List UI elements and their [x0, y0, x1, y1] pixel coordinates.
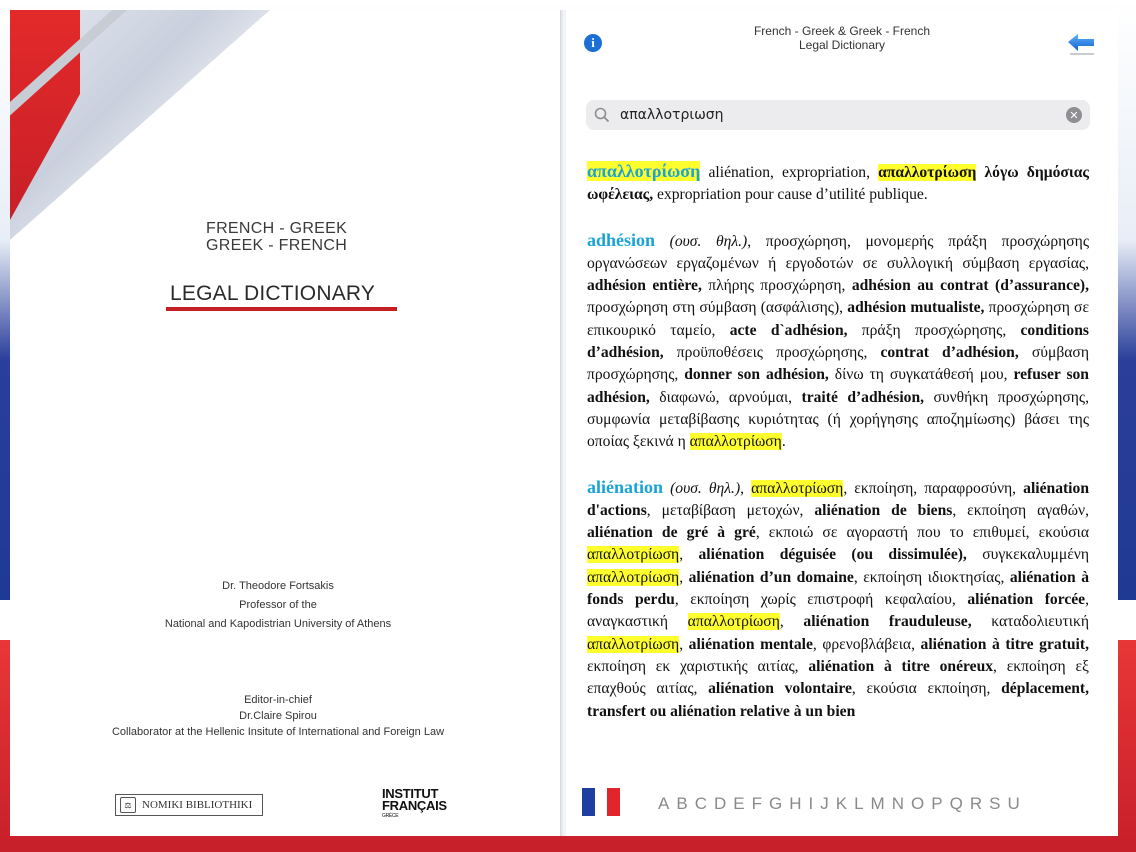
- entry-text: , εκούσια εκποίηση,: [851, 680, 1002, 698]
- entry-phrase: adhésion entière,: [587, 277, 702, 295]
- alphabet-letter-k[interactable]: K: [835, 794, 848, 813]
- title-underline: [166, 307, 397, 311]
- dictionary-entry: [587, 160, 1089, 207]
- back-arrow-icon[interactable]: [1066, 32, 1096, 56]
- entry-phrase: traité d’adhésion,: [801, 388, 925, 406]
- alphabet-letter-b[interactable]: B: [676, 794, 688, 813]
- entry-text: προσχώρηση στη σύμβαση (ασφάλισης),: [587, 299, 848, 317]
- entry-text: δίνω τη συγκατάθεσή μου,: [828, 366, 1014, 384]
- institut-logo-line-1: INSTITUT: [382, 786, 439, 801]
- alphabet-letter-a[interactable]: A: [658, 794, 670, 813]
- alphabet-letter-o[interactable]: O: [911, 794, 925, 813]
- alphabet-letter-e[interactable]: E: [733, 794, 745, 813]
- alphabet-letter-h[interactable]: H: [789, 794, 802, 813]
- entry-text: , εκποίηση ιδιοκτησίας,: [853, 568, 1010, 586]
- entry-phrase: aliénation de biens: [814, 501, 953, 519]
- entry-text: συγκεκαλυμμένη: [966, 546, 1089, 564]
- entry-text: , αναγκαστική: [587, 591, 1089, 631]
- entry-phrase: contrat d’adhésion,: [880, 344, 1019, 362]
- entry-part-of-speech: (ουσ. θηλ.): [655, 232, 748, 250]
- alphabet-letter-q[interactable]: Q: [949, 794, 963, 813]
- alphabet-letter-u[interactable]: U: [1007, 794, 1020, 813]
- entry-text: συνθήκη προσχώρησης, συμφωνία μεταβίβασης κυριότητας (ή χορήγησης αποζημίωσης) βάσει της οποίας ξεκινά η: [587, 388, 1089, 451]
- entry-text: , εκποίηση χωρίς επιστροφή κεφαλαίου,: [674, 591, 968, 609]
- search-match: απαλλοτρίωση: [587, 546, 680, 564]
- entry-phrase: refuser son adhésion,: [587, 366, 1089, 406]
- editor-role: Collaborator at the Hellenic Insitute of International and Foreign Law: [111, 726, 445, 738]
- entry-text: , εκποίηση, παραφροσύνη,: [843, 479, 1024, 497]
- left-page: [10, 10, 562, 836]
- search-match: απαλλοτρίωση: [587, 635, 680, 653]
- entry-phrase: acte d`adhésion,: [729, 321, 848, 339]
- right-page: [566, 10, 1118, 836]
- entry-phrase: aliénation à fonds perdu: [587, 568, 1089, 609]
- alphabet-letter-f[interactable]: F: [751, 794, 762, 813]
- entry-phrase: aliénation d’un domaine: [688, 568, 854, 586]
- author-role: Professor of the: [239, 599, 317, 611]
- entry-text: εκποίηση εκ χαριστικής αιτίας,: [587, 657, 809, 675]
- entry-text: expropriation pour cause d’utilité publique.: [653, 186, 928, 204]
- entry-text: ,: [779, 613, 804, 631]
- institut-logo-line-3: GRÈCE: [382, 813, 399, 819]
- entry-phrase: déplacement, transfert ou aliénation relative à un bien: [587, 680, 1089, 720]
- search-input[interactable]: [618, 106, 1066, 124]
- languages-line-2: GREEK - FRENCH: [206, 237, 348, 254]
- nomiki-logo-text: NOMIKI BIBLIOTHIKI: [142, 799, 253, 811]
- entry-text: προϋποθέσεις προσχώρησης,: [663, 344, 881, 362]
- alphabet-letter-l[interactable]: L: [854, 794, 864, 813]
- entry-text: , μεταβίβαση μετοχών,: [646, 501, 815, 519]
- dictionary-results: [587, 160, 1089, 760]
- app-header-title: [566, 24, 1118, 52]
- author-institution: National and Kapodistrian University of Athens: [164, 618, 392, 630]
- alphabet-letter-g[interactable]: G: [768, 794, 783, 813]
- entry-phrase: aliénation frauduleuse,: [803, 613, 972, 631]
- entry-text: aliénation, expropriation,: [700, 164, 879, 181]
- entry-headword[interactable]: απαλλοτρίωση: [587, 161, 701, 181]
- entry-text: , εκποίηση εξ επαχθούς αιτίας,: [587, 657, 1089, 698]
- entry-phrase: aliénation de gré à gré: [587, 524, 756, 542]
- entry-text: πλήρης προσχώρηση,: [701, 277, 852, 295]
- alphabet-letter-n[interactable]: N: [891, 794, 904, 813]
- entry-text: ,: [679, 635, 689, 653]
- alphabet-index: [658, 794, 1020, 814]
- bottom-toolbar: [566, 780, 1118, 836]
- entry-text: , εκποίηση αγαθών,: [952, 501, 1089, 519]
- search-bar[interactable]: [586, 100, 1090, 130]
- entry-text: σύμβαση προσχώρησης,: [587, 344, 1089, 384]
- entry-text: διαφωνώ, αρνούμαι,: [649, 388, 802, 406]
- nomiki-emblem-icon: ⚖: [120, 797, 136, 813]
- search-match: απαλλοτρίωση: [687, 613, 780, 631]
- entry-headword[interactable]: aliénation: [587, 476, 664, 497]
- entry-phrase: aliénation forcée: [967, 591, 1086, 609]
- alphabet-letter-m[interactable]: M: [870, 794, 885, 813]
- entry-text: .: [781, 433, 786, 451]
- entry-text: ,: [679, 568, 689, 586]
- entry-text: ,: [679, 546, 699, 564]
- book-title: LEGAL DICTIONARY: [170, 282, 376, 305]
- author-block: [10, 577, 554, 634]
- search-match: απαλλοτρίωση: [689, 433, 782, 451]
- header-line-2: Legal Dictionary: [798, 38, 886, 52]
- entry-phrase: aliénation volontaire: [708, 680, 852, 698]
- info-icon[interactable]: i: [584, 34, 602, 52]
- languages-line-1: FRENCH - GREEK: [206, 220, 348, 237]
- entry-phrase: λόγω δημόσιας ωφέλειας,: [587, 164, 1089, 204]
- entry-text: ,: [740, 479, 752, 497]
- entry-text: , φρενοβλάβεια,: [812, 635, 921, 653]
- editor-name: Dr.Claire Spirou: [239, 710, 317, 722]
- alphabet-letter-d[interactable]: D: [713, 794, 727, 813]
- languages-label: [206, 220, 347, 254]
- entry-text: καταδολιευτική: [971, 613, 1089, 631]
- editor-block: [10, 692, 554, 740]
- entry-phrase: conditions d’adhésion,: [587, 321, 1089, 362]
- entry-phrase: adhésion au contrat (d’assurance),: [851, 277, 1089, 295]
- clear-icon[interactable]: ✕: [1066, 107, 1082, 123]
- author-name: Dr. Theodore Fortsakis: [222, 580, 334, 592]
- alphabet-letter-c[interactable]: C: [694, 794, 707, 813]
- search-match: απαλλοτρίωση: [878, 164, 977, 181]
- alphabet-letter-p[interactable]: P: [931, 794, 943, 813]
- header-line-1: French - Greek & Greek - French: [753, 24, 931, 38]
- entry-text: προσχώρηση σε επικουρικό ταμείο,: [587, 299, 1089, 339]
- entry-part-of-speech: (ουσ. θηλ.): [663, 479, 741, 497]
- institut-logo-line-2: FRANÇAIS: [382, 798, 447, 813]
- search-icon: [594, 107, 610, 123]
- entry-phrase: aliénation à titre gratuit,: [920, 635, 1089, 653]
- entry-text: , προσχώρηση, μονομερής πράξη προσχώρησης οργανώσεων εργαζομένων ή εργοδοτών σε συλλογική σύμβαση εργασίας,: [587, 232, 1089, 272]
- entry-text: , εκποιώ σε αγοραστή που το επιθυμεί, εκούσια: [755, 524, 1089, 542]
- entry-phrase: aliénation mentale: [688, 635, 813, 653]
- nomiki-bibliothiki-logo: [115, 794, 263, 816]
- search-match: απαλλοτρίωση: [751, 479, 844, 497]
- entry-phrase: aliénation à titre onéreux: [808, 657, 994, 675]
- entry-phrase: adhésion mutualiste,: [847, 299, 985, 317]
- alphabet-letter-i[interactable]: I: [808, 794, 814, 813]
- institut-francais-logo: [382, 788, 447, 820]
- alphabet-letter-j[interactable]: J: [820, 794, 829, 813]
- french-flag-icon[interactable]: [582, 788, 620, 816]
- search-match: απαλλοτρίωση: [587, 568, 680, 586]
- entry-text: πράξη προσχώρησης,: [847, 321, 1021, 339]
- alphabet-letter-r[interactable]: R: [969, 794, 983, 813]
- editor-label: Editor-in-chief: [244, 694, 312, 706]
- alphabet-letter-s[interactable]: S: [989, 794, 1001, 813]
- dictionary-entry: [587, 476, 1089, 723]
- entry-phrase: aliénation déguisée (ou dissimulée),: [698, 546, 967, 564]
- dictionary-entry: [587, 229, 1089, 454]
- entry-phrase: donner son adhésion,: [684, 366, 829, 384]
- entry-phrase: aliénation d'actions: [587, 479, 1089, 519]
- entry-headword[interactable]: adhésion: [587, 229, 656, 250]
